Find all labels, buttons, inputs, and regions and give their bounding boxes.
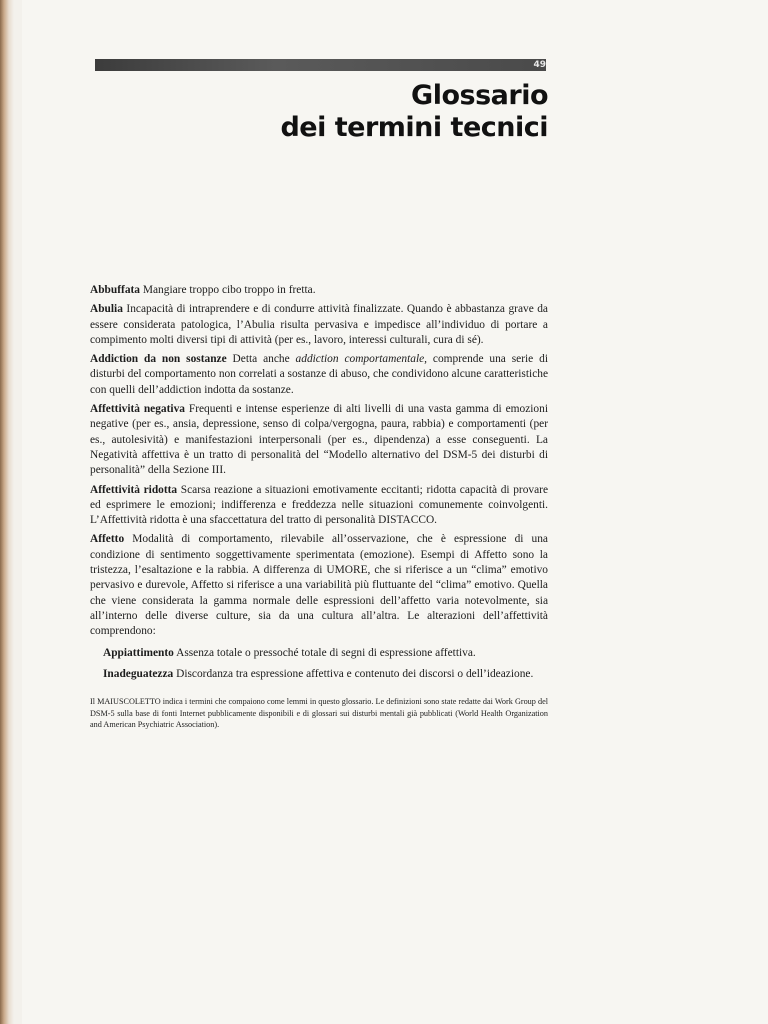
entry-term: Affetto — [90, 533, 125, 546]
glossary-subentry-appiattimento — [103, 646, 548, 661]
entry-definition: Scarsa reazione a situazioni emotivamente eccitanti; ridotta capacità di provare ed esprimere le emozioni; indifferenza e freddezza nelle situazioni comunemente coinvolgenti. L’Affettività ridotta è una sfaccettatura del tratto di personalità DISTACCO. — [90, 483, 549, 527]
entry-term: Abbuffata — [90, 284, 141, 296]
entry-definition-start: Detta anche — [232, 353, 290, 366]
page-number: 49 — [533, 60, 546, 70]
entry-definition: Frequenti e intense esperienze di alti livelli di una vasta gamma di emozioni negative (per es., ansia, depressione, senso di colpa/vergogna, paura, rabbia) e comportamenti (per es., autolesività) e manifestazioni interpersonali (per es., dipendenza) a esse conseguenti. La Negatività affettiva è un tratto di personalità del “Modello alternativo del DSM-5 dei disturbi di personalità” della Sezione III. — [90, 403, 548, 477]
title-line-1: Glossario — [411, 80, 548, 111]
entry-definition: Mangiare troppo cibo troppo in fretta. — [142, 284, 316, 296]
entry-term: Affettività ridotta — [90, 483, 178, 496]
glossary-entry-affettivita-ridotta — [90, 483, 548, 529]
glossary-entry-addiction — [90, 352, 548, 398]
title-line-2: dei termini tecnici — [280, 112, 548, 143]
entry-term: Affettività negativa — [90, 403, 185, 416]
subentry-term: Inadeguatezza — [103, 667, 174, 680]
footnote: Il MAIUSCOLETTO indica i termini che compaiono come lemmi in questo glossario. Le definizioni sono state redatte dai Work Group del DSM-5 sulla base di fonti Internet pubblicamente disponibili e di glossari sui disturbi mentali già pubblicati (World Health Organization and American Psychiatric Association). — [90, 697, 548, 730]
book-binding-shadow — [0, 0, 14, 1024]
entry-definition: Incapacità di intraprendere e di condurre attività finalizzate. Quando è abbastanza grave da essere considerata patologica, l’Abulia risulta pervasiva e impedisce all’individuo di portare a compimento molti diversi tipi di attività (per es., lavoro, interessi culturali, cura di sé). — [90, 303, 548, 346]
glossary-entry-affetto — [90, 532, 548, 639]
entry-term: Abulia — [90, 303, 123, 316]
entry-definition-italic: addiction comportamentale, — [295, 353, 428, 366]
entry-definition: Modalità di comportamento, rilevabile all’osservazione, che è espressione di una condizione di sentimento soggettivamente sperimentata (emozione). Esempi di Affetto sono la tristezza, l’esaltazione e la rabbia. A differenza di UMORE, che si riferisce a un “clima” emotivo pervasivo e durevole, Affetto si riferisce a una variabilità più fluttuante del “clima” emotivo. Quella che viene considerata la gamma normale delle espressioni dell’affetto varia notevolmente, sia all’interno delle diverse culture, sia da una cultura all’altra. Le alterazioni dell’affettività comprendono: — [90, 533, 548, 638]
subentry-term: Appiattimento — [103, 646, 174, 659]
glossary-entry-abulia — [90, 302, 548, 348]
glossary-entry-abbuffata — [90, 283, 548, 298]
glossary-subentry-inadeguatezza — [103, 667, 548, 682]
entry-term: Addiction da non sostanze — [90, 353, 227, 366]
entry-definition-end: comprende una serie di disturbi del comportamento non correlati a sostanze di abuso, che condividono alcune caratteristiche con quelli dell’addiction indotta da sostanze. — [90, 353, 548, 396]
glossary-entry-affettivita-negativa — [90, 402, 548, 478]
header-bar — [95, 59, 546, 71]
page-title — [280, 80, 548, 144]
glossary-content — [90, 283, 548, 739]
subentry-definition: Discordanza tra espressione affettiva e contenuto dei discorsi o dell’ideazione. — [176, 667, 534, 680]
subentry-definition: Assenza totale o pressoché totale di segni di espressione affettiva. — [176, 646, 476, 659]
